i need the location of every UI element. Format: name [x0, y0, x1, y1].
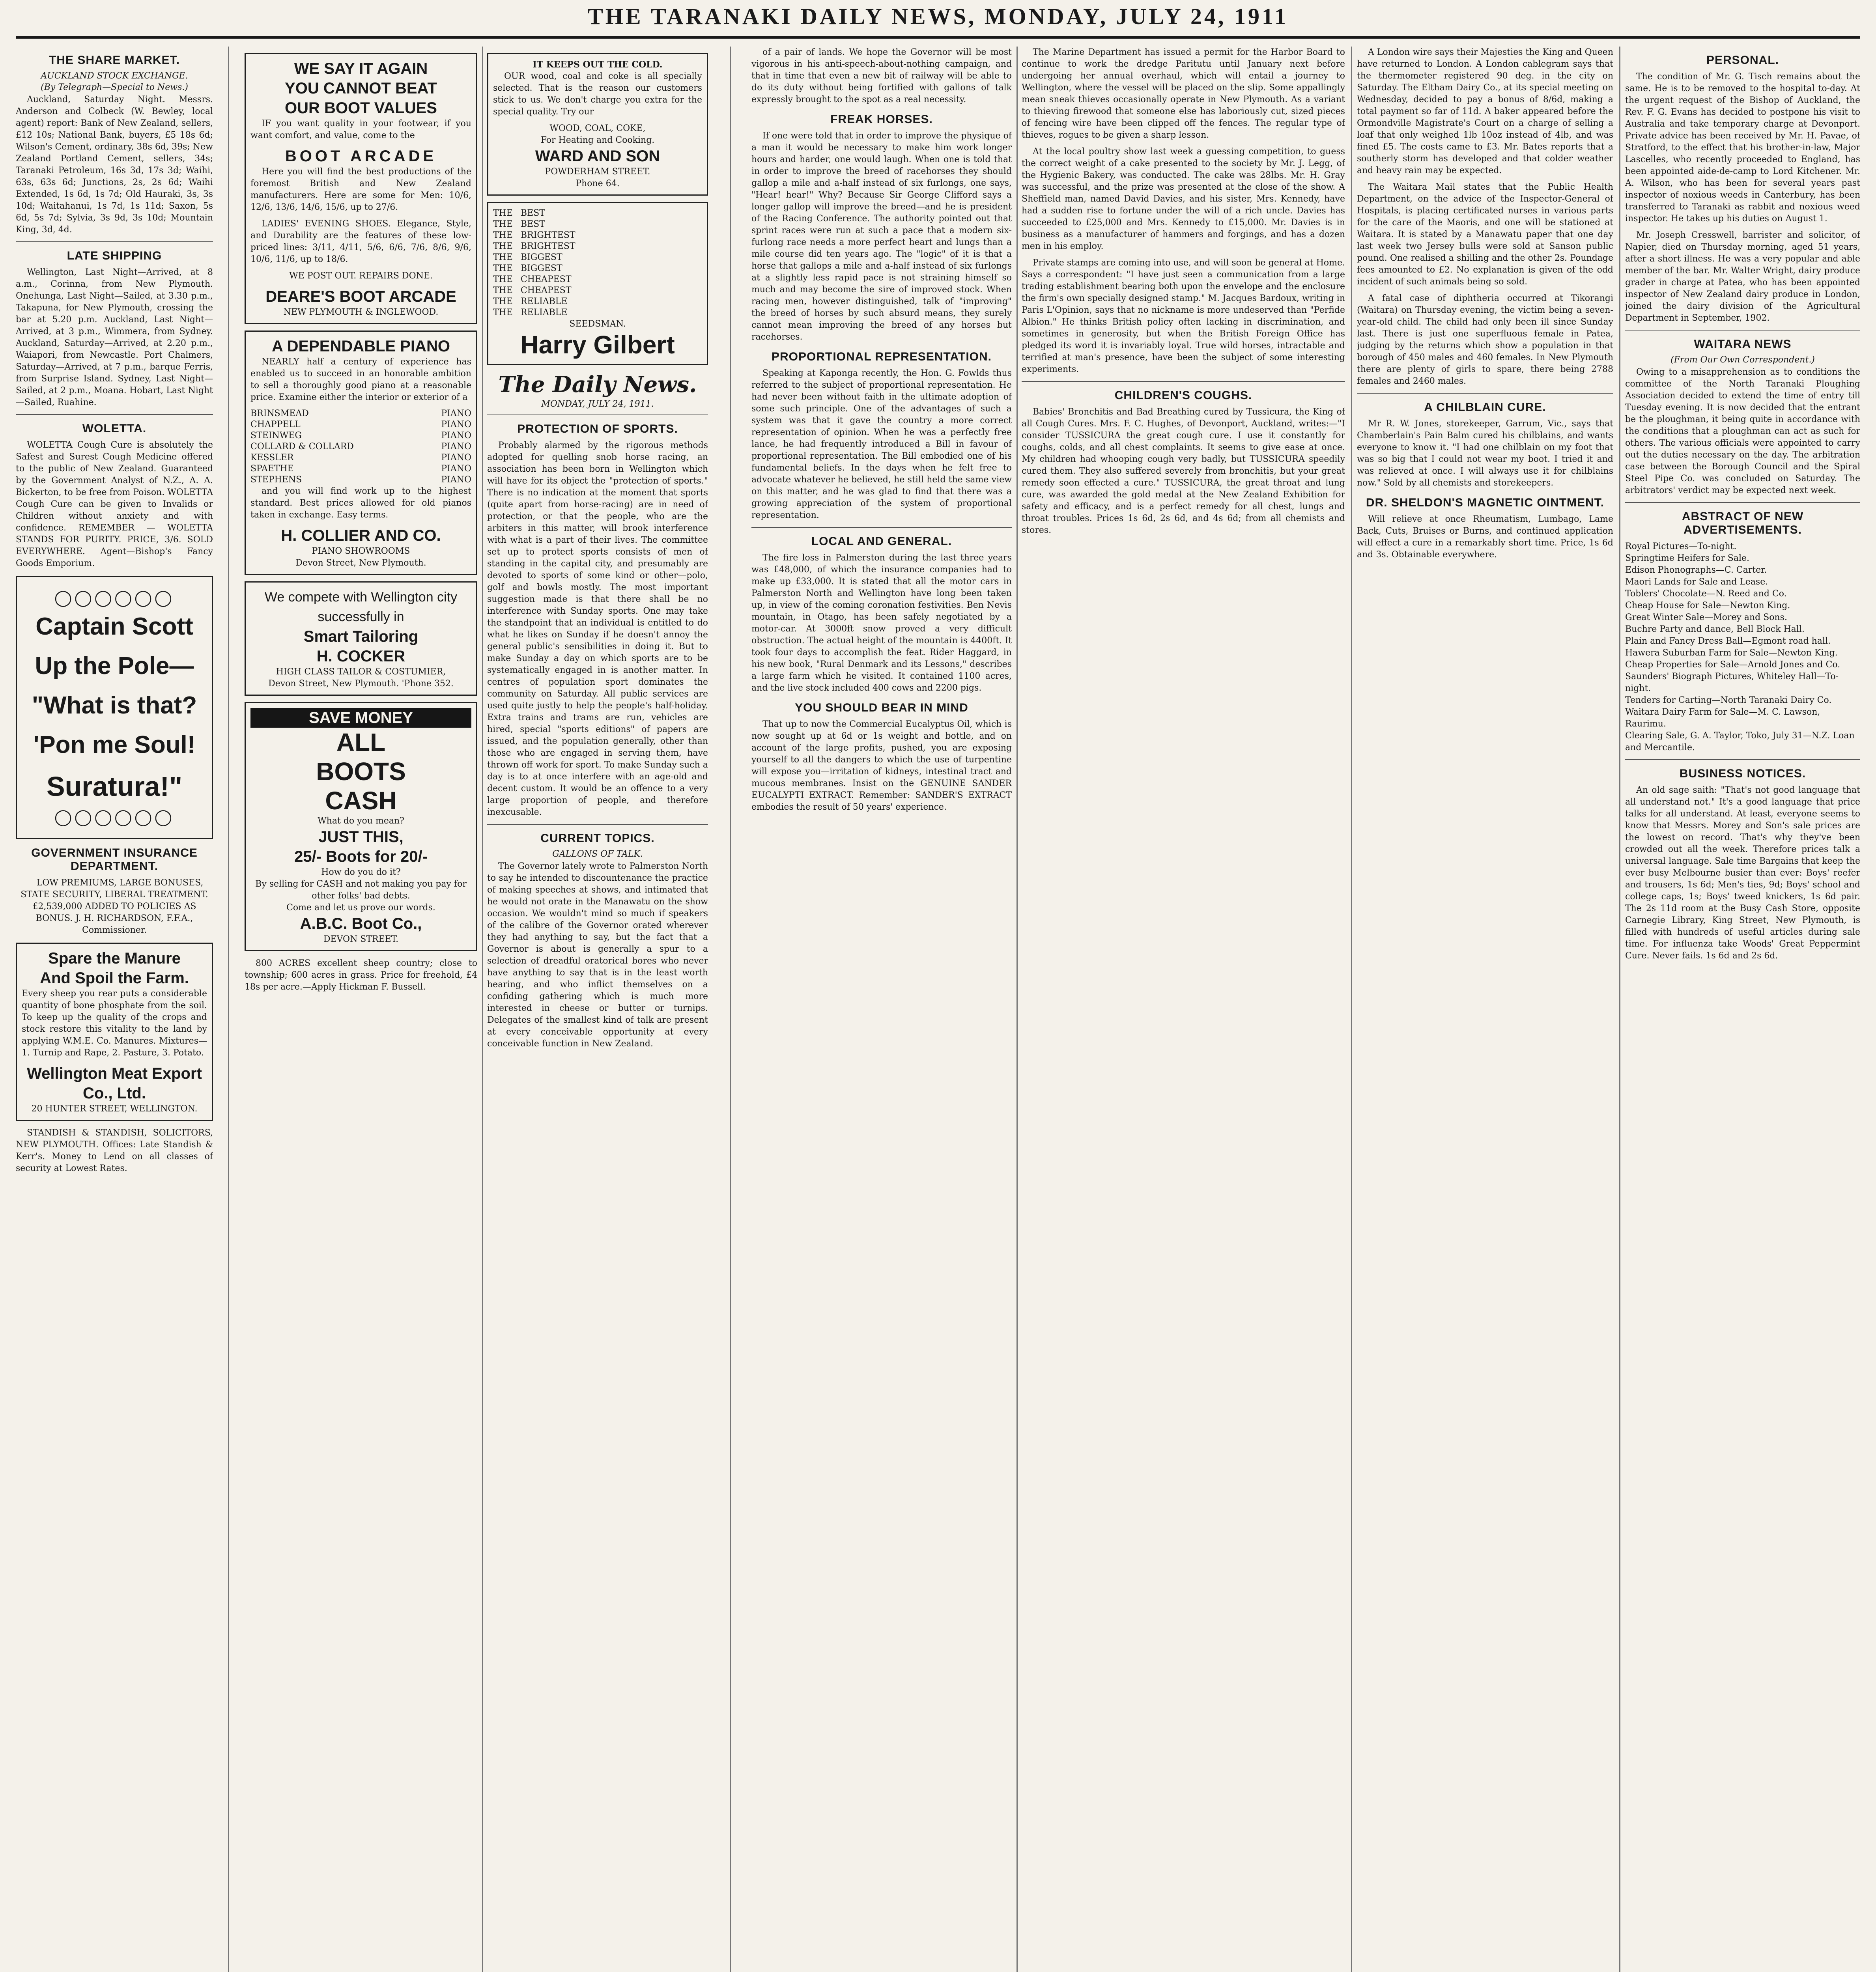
share-report: Auckland, Saturday Night. Messrs. Anderson and Colbeck (W. Bewley, local agent) report: Bank of New Zealand, sellers, £12 10s; National Bank, buyers, £5 18s 6d; Wilson's Cement, ordinary, 38s 6d, 39s; New Zealand Portland Cement, sellers, 34s; Taranaki Petroleum, 16s 3d, 17s 3d; Waihi, 63s, 63s 6d; Junctions, 2s, 2s 6d; Waihi Extended, 1s 6d, 1s 7d; Old Hauraki, 3s, 3s 10d; Waitahanui, 1s 7d, 1s 11d; Saxon, 5s 6d, 5s 7d; Sylvia, 3s 9d, 3s 10d; Mountain King, 3d, 4d.	[16, 95, 213, 235]
personal-text: The condition of Mr. G. Tisch remains about the same. He is to be removed to the hospital to-day. At the urgent request of the Bishop of Auckland, the Rev. F. G. Evans has decided to postpone his visit to Australia and take temporary charge at Devonport. Private advice has been received by Mr. H. Pavae, of Stratford, to the effect that his brother-in-law, Major Lascelles, who recently proceeded to England, has been appointed aide-de-camp to Lord Kitchener. Mr. A. Wilson, who has been for several years past inspector of noxious weeds in Canterbury, has been transferred to Taranaki as rabbit and noxious weed inspector. He takes up his duties on August 1.	[1625, 72, 1860, 224]
column-rule	[228, 47, 229, 1972]
abstract-item: Plain and Fancy Dress Ball—Egmont road hall.	[1625, 636, 1831, 646]
piano-make: KESSLER	[250, 453, 294, 463]
abstract-item: Springtime Heifers for Sale.	[1625, 553, 1750, 563]
tailoring-ad	[245, 581, 477, 696]
masthead: THE TARANAKI DAILY NEWS, MONDAY, JULY 24, 1911	[588, 4, 1288, 29]
piano-row	[250, 430, 471, 441]
best-word: BRIGHTEST	[520, 230, 576, 240]
wme-title: Wellington Meat Export Co., Ltd.	[27, 1065, 202, 1102]
piano-title: A DEPENDABLE PIANO	[272, 338, 450, 355]
ladies-shoes: LADIES' EVENING SHOES. Elegance, Style, and Durability are the features of these low-priced lines: 3/11, 4/11, 5/6, 6/6, 7/6, 8/6, 9/6, 10/6, 11/6, up to 18/6.	[250, 219, 471, 264]
compete-text: We compete with Wellington city successfully in	[264, 590, 458, 624]
piano-label: PIANO	[441, 409, 471, 418]
news-paragraph: A London wire says their Majesties the King and Queen have returned to London. A London cablegram says that the thermometer registered 90 deg. in the city on Saturday. The Eltham Dairy Co., at its special meeting on Wednesday, decided to pay a bonus of 8/6d, making a total payment so far of 11d. A baker appeared before the Ormondville Magistrate's Court on a charge of selling a loaf that only weighed 1lb 10oz instead of 4lb, and was fined £5. The costs came to £3. Mr. Bates reports that a southerly storm has developed and that colder weather and heavy rain may be expected.	[1357, 47, 1613, 176]
standish-ad: STANDISH & STANDISH, SOLICITORS, NEW PLYMOUTH. Offices: Late Standish & Kerr's. Money to Lend on all classes of security at Lowest Rates.	[16, 1128, 213, 1173]
waitara-heading: WAITARA NEWS	[1694, 338, 1792, 351]
business-heading: BUSINESS NOTICES.	[1679, 767, 1806, 780]
proportional-heading: PROPORTIONAL REPRESENTATION.	[771, 350, 992, 363]
what-text: What do you mean?	[318, 816, 404, 826]
piano-row	[250, 408, 471, 419]
column-4	[751, 47, 1012, 1972]
cocker-address: Devon Street, New Plymouth. 'Phone 352.	[268, 679, 454, 689]
divider	[1357, 393, 1613, 394]
column-rule	[730, 47, 731, 1972]
divider	[16, 241, 213, 242]
column-rule	[1619, 47, 1620, 1972]
ad-headline: YOU CANNOT BEAT	[285, 80, 437, 97]
abstract-item: Cheap Properties for Sale—Arnold Jones and Co.	[1625, 660, 1840, 670]
just-this: JUST THIS,	[318, 828, 404, 846]
best-list	[493, 208, 702, 318]
share-market-heading: THE SHARE MARKET.	[49, 54, 180, 67]
personal-text-2: Mr. Joseph Cresswell, barrister and solicitor, of Napier, died on Thursday morning, aged 51 years, after a short illness. He was a very popular and able member of the bar. Mr. Walter Wright, dairy produce grader in charge at Patea, who has been appointed inspector of New Zealand dairy produce in London, joined the dairy division of the Agricultural Department in September, 1902.	[1625, 230, 1860, 323]
best-row	[493, 285, 702, 296]
sanders-heading: YOU SHOULD BEAR IN MIND	[795, 701, 968, 714]
manure-title-2: And Spoil the Farm.	[40, 969, 189, 987]
the-word: THE	[493, 208, 513, 218]
freak-horses-text: If one were told that in order to improve the physique of a man it would be necessary to make him work longer hours and harder, one would laugh. When one is told that in order to improve the breed of racehorses they should gallop a mile and a-half instead of six furlongs, one says, "Hear! hear!" Why? Because Sir George Clifford says a longer gallop will improve the breed—and he is president of the Racing Conference. The authority pointed out that sprint races were run at such a pace that a modern six-furlong race needs a more perfect heart and lungs than a mile course did ten years ago. The "logic" of it is that a horse that gallops a mile and a-half instead of six furlongs at a slightly less rapid pace is not straining himself so much and may become the sire of improved stock. When racing men, however distinguished, talk of "improving" the breed of horses by such absurd means, they surely cannot mean improving the breed of any horses but racehorses.	[751, 131, 1012, 342]
children-coughs-heading: CHILDREN'S COUGHS.	[1114, 389, 1252, 402]
best-row	[493, 252, 702, 263]
piano-label: PIANO	[441, 442, 471, 452]
best-row	[493, 274, 702, 285]
collier-address: Devon Street, New Plymouth.	[295, 558, 426, 568]
manure-title: Spare the Manure	[48, 950, 181, 967]
abstract-list	[1625, 541, 1860, 754]
column-7	[1625, 47, 1860, 1972]
topics-heading: CURRENT TOPICS.	[540, 832, 655, 845]
collier-sub: PIANO SHOWROOMS	[312, 546, 410, 556]
govt-insurance-heading: GOVERNMENT INSURANCE DEPARTMENT.	[31, 846, 198, 873]
piano-list	[250, 408, 471, 486]
piano-label: PIANO	[441, 475, 471, 485]
sanders-text: That up to now the Commercial Eucalyptus Oil, which is now sought up at 6d or 1s weight and bottle, and on account of the large profits, pushed, you are exposing yourself to all the dangers to which the use of turpentine will expose you—irritation of kidneys, intestinal tract and mucous membranes. Insist on the GENUINE SANDER EUCALYPTI EXTRACT. Remember: SANDER'S EXTRACT embodies the result of 50 years' experience.	[751, 719, 1012, 812]
smart-tailoring: Smart Tailoring	[303, 628, 419, 645]
abstract-item: Buchre Party and dance, Bell Block Hall.	[1625, 624, 1805, 634]
personal-heading: PERSONAL.	[1706, 54, 1779, 67]
shipping-report: Wellington, Last Night—Arrived, at 8 a.m., Corinna, from New Plymouth. Onehunga, Last Night—Sailed, at 3.30 p.m., Takapuna, for New Plymouth, crossing the bar at 5.20 p.m. Auckland, Last Night—Arrived, at 3 p.m., Wimmera, from Sydney. Auckland, Saturday—Arrived, at 2.20 p.m., Waiapori, from Newcastle. Port Chalmers, Saturday—Arrived, at 7 p.m., barque Ferris, from Surprise Island. Sydney, Last Night—Sailed, at 2 p.m., Moana. Hobart, Last Night—Sailed, Ruahine.	[16, 267, 213, 407]
scott-line: "What is that?	[32, 692, 197, 719]
scott-line: Captain Scott	[36, 613, 193, 640]
scott-line: Suratura!"	[46, 771, 183, 802]
waitara-subheading: (From Our Own Correspondent.)	[1670, 355, 1815, 365]
cash-word: CASH	[325, 786, 397, 815]
acres-ad: 800 ACRES excellent sheep country; close to township; 600 acres in grass. Price for freehold, £4 18s per acre.—Apply Hickman F. Bussell.	[245, 958, 477, 992]
boot-arcade-title: BOOT ARCADE	[285, 148, 437, 165]
topics-subheading: GALLONS OF TALK.	[552, 849, 643, 859]
divider	[751, 527, 1012, 528]
chilblain-text: Mr R. W. Jones, storekeeper, Garrum, Vic., says that Chamberlain's Pain Balm cured his chilblains, and wants everyone to know it. "I had one chilblain on my foot that was so big that I could not wear my boot. I tried it and was relieved at once. I will always use it for chilblains now." Sold by all chemists and storekeepers.	[1357, 419, 1613, 488]
masthead-rule	[16, 36, 1860, 39]
best-row	[493, 307, 702, 318]
piano-ad	[245, 331, 477, 575]
column-rule	[1351, 47, 1352, 1972]
piano-make: CHAPPELL	[250, 420, 301, 430]
piano-make: STEPHENS	[250, 475, 302, 485]
best-word: RELIABLE	[520, 297, 568, 306]
best-word: CHEAPEST	[520, 286, 572, 295]
abstract-item: Saunders' Biograph Pictures, Whiteley Hall—To-night.	[1625, 672, 1839, 693]
boot-text: IF you want quality in your footwear, if you want comfort, and value, come to the	[250, 119, 471, 140]
divider	[1625, 502, 1860, 503]
the-word: THE	[493, 286, 513, 295]
abstract-item: Hawera Suburban Farm for Sale—Newton King.	[1625, 648, 1838, 658]
abstract-item: Toblers' Chocolate—N. Reed and Co.	[1625, 589, 1787, 599]
divider	[1022, 381, 1345, 382]
topics-text: The Governor lately wrote to Palmerston North to say he intended to discountenance the practice of making speeches at shows, and intimated that he would not orate in the Manawatu on the show occasion. We wouldn't mind so much if speakers of the calibre of the Governor orated wherever they had anything to say, but the fact that a Governor is about is generally a spur to a selection of dreadful oratorical bores who never have anything to say that is in the least worth hearing, and who inflict themselves on a confiding gathering which is much more interested in cheese or butter or turnips. Delegates of the smallest kind of talk are present at every conceivable opportunity at every conceivable function in New Zealand.	[487, 861, 708, 1049]
woletta-ad: WOLETTA Cough Cure is absolutely the Safest and Surest Cough Medicine offered to the public of New Zealand. Guaranteed by the Government Analyst of N.Z., A. A. Bickerton, to be free from Poison. WOLETTA Cough Cure can be given to Invalids or Children without anxiety and with confidence. REMEMBER — WOLETTA STANDS FOR PURITY. PRICE, 3/6. SOLD EVERYWHERE. Agent—Bishop's Fancy Goods Emporium.	[16, 440, 213, 568]
selling-text: By selling for CASH and not making you pay for other folks' bad debts.	[255, 879, 467, 901]
cocker-sub: HIGH CLASS TAILOR & COSTUMIER,	[276, 667, 446, 677]
best-word: CHEAPEST	[520, 275, 572, 284]
column-3	[487, 47, 708, 1972]
ward-coal-ad	[487, 53, 708, 196]
abstract-heading: ABSTRACT OF NEW ADVERTISEMENTS.	[1682, 510, 1804, 536]
woletta-heading: WOLETTA.	[82, 422, 147, 435]
abc-name: A.B.C. Boot Co.,	[300, 915, 422, 932]
news-paragraph: The Waitara Mail states that the Public Health Department, on the advice of the Inspector-General of Hospitals, is placing certificated nurses in various parts for the care of the Maoris, and one will be stationed at Waitara. It is stated by a Manawatu paper that one day last week two Jersey bulls were sold at Sanson public pound. One realised a shilling and the other 2s. Poundage fees amounted to £2. No explanation is given of the odd incident of such animals being so sold.	[1357, 182, 1613, 287]
proportional-text: Speaking at Kaponga recently, the Hon. G. Fowlds thus referred to the subject of proportional representation. He had never been without faith in the ultimate adoption of some such principle. One of the advantages of such a system was that it gave the country a more correct representation of opinion. When he was a perfectly free lance, he had frequently introduced a Bill in favour of proportional representation. The Bill embodied one of his fundamental beliefs. In the days when he felt free to advocate whatever he believed, he still held the same view on this matter, and he was glad to find that there was a growing appreciation of the system of proportional representation.	[751, 368, 1012, 520]
harry-gilbert: Harry Gilbert	[520, 331, 675, 359]
news-paragraph: At the local poultry show last week a guessing competition, to guess the correct weight of a cake presented to the society by Mr. J. Legg, of the Hygienic Bakery, was conducted. The cake was 28lbs. Mr. H. Gray was successful, and the prize was presented at the close of the show. A Sheffield man, named David Davies, and his sister, Mrs. Kennedy, have had a sudden rise to fortune under the will of a rich uncle. Davies has succeeded to £25,000 and Mrs. Kennedy to £15,000. Mr. Davies is in business as a manufacturer of hammers and forgings, and has a dozen men in his employ.	[1022, 147, 1345, 251]
govt-insurance-text: LOW PREMIUMS, LARGE BONUSES, STATE SECURITY, LIBERAL TREATMENT. £2,539,000 ADDED TO POLICIES AS BONUS. J. H. RICHARDSON, F.F.A., Commissioner.	[21, 878, 208, 935]
piano-row	[250, 463, 471, 474]
piano-row	[250, 419, 471, 430]
divider	[487, 824, 708, 825]
divider	[1625, 759, 1860, 760]
best-row	[493, 219, 702, 230]
the-word: THE	[493, 230, 513, 240]
news-paragraph: The Marine Department has issued a permit for the Harbor Board to continue to work the dredge Paritutu until January next before undergoing her annual overhaul, which will entail a journey to Wellington, where the vessel will be placed on the slip. Some appallingly mean sneak thieves occasionally operate in New Plymouth. As a variant to thieving firewood that someone else has laboriously cut, sized pieces of fencing wire have been clipped off the fences. The regular type of thieves, rogues to be given a sharp lesson.	[1022, 47, 1345, 140]
stock-exchange-subheading: AUCKLAND STOCK EXCHANGE.	[41, 71, 188, 81]
piano-row	[250, 452, 471, 463]
captain-scott-ad	[16, 576, 213, 839]
piano-label: PIANO	[441, 453, 471, 463]
piano-make: STEINWEG	[250, 431, 302, 441]
deare-title: DEARE'S BOOT ARCADE	[265, 288, 456, 305]
abstract-item: Waitara Dairy Farm for Sale—M. C. Lawson, Raurimu.	[1625, 707, 1820, 729]
abstract-item: Tenders for Carting—North Taranaki Dairy Co.	[1625, 695, 1832, 705]
collier-title: H. COLLIER AND CO.	[281, 527, 441, 544]
wood-coal-coke: WOOD, COAL, COKE,	[549, 123, 646, 133]
best-word: BEST	[520, 219, 545, 229]
the-word: THE	[493, 297, 513, 306]
column-5	[1022, 47, 1345, 1972]
column-6	[1357, 47, 1613, 1972]
the-word: THE	[493, 275, 513, 284]
children-coughs-text: Babies' Bronchitis and Bad Breathing cured by Tussicura, the King of all Cough Cures. Mrs. F. C. Hughes, of Devonport, Auckland, writes:—"I consider TUSSICURA the great cough cure. I use it constantly for coughs, colds, and all chest complaints. It seems to give ease at once. My children had whooping cough very badly, but TUSSICURA speedily cured them. They also suffered severely from bronchitis, but your great remedy soon effected a cure." TUSSICURA, the great throat and lung cure, was awarded the gold medal at the New Zealand Exhibition for safety and efficacy, and is a perfect remedy for all chest, lungs and throat troubles. Prices 1s 6d, 2s 6d, and 4s 6d; from all chemists and stores.	[1022, 407, 1345, 535]
the-word: THE	[493, 263, 513, 273]
ward-phone: Phone 64.	[576, 179, 620, 189]
manure-ad	[16, 943, 213, 1121]
comeand-text: Come and let us prove our words.	[286, 903, 435, 913]
abstract-item: Edison Phonographs—C. Carter.	[1625, 565, 1767, 575]
piano-label: PIANO	[441, 420, 471, 430]
best-row	[493, 241, 702, 252]
price-offer: 25/- Boots for 20/-	[294, 848, 428, 865]
the-word: THE	[493, 308, 513, 317]
abstract-item: Cheap House for Sale—Newton King.	[1625, 601, 1790, 611]
column-1	[16, 47, 213, 1972]
abc-boot-ad	[245, 702, 477, 951]
best-word: BRIGHTEST	[520, 241, 576, 251]
best-row	[493, 263, 702, 274]
piano-row	[250, 474, 471, 486]
best-row	[493, 296, 702, 307]
abstract-item: Great Winter Sale—Morey and Sons.	[1625, 613, 1787, 622]
freak-horses-heading: FREAK HORSES.	[830, 113, 933, 126]
piano-make: COLLARD & COLLARD	[250, 442, 354, 452]
manure-text: Every sheep you rear puts a considerable quantity of bone phosphate from the soil. To keep up the quality of the crops and stock restore this vitality to the land by applying W.M.E. Co. Manures. Mixtures—1. Turnip and Rape, 2. Pasture, 3. Potato.	[22, 989, 207, 1058]
divider	[16, 414, 213, 415]
ad-headline: OUR BOOT VALUES	[285, 99, 437, 117]
best-row	[493, 208, 702, 219]
the-word: THE	[493, 252, 513, 262]
editorial-text: Probably alarmed by the rigorous methods adopted for quelling snob horse racing, an association has been born in Wellington which will have for its object the "protection of sports." There is no indication at the moment that sports (quite apart from horse-racing) are in need of protection, or that the people, who are the arbiters in this matter, will brook interference with what is a part of their lives. The committee set up to protect sports consists of men of standing in the capital city, and presumably are devoted to sports of some kind or other—polo, golf and bowls mostly. The most important suggestion made is that there shall be no interference with Sunday sports. One may take the standpoint that an individual is entitled to do what he likes on Sunday if he doesn't annoy the general public's sensibilities in doing it. But to make Sunday a day on which sports are to be systematically engaged in is another matter. In centres of population sport dominates the community on Saturday. All public services are used quite justly to help the people's half-holiday. Extra trains and trams are run, vehicles are hired, special "sports editions" of papers are issued, and the population generally, other than those who are engaged in serving them, have thrown off work for sport. To make Sunday such a day is to at once interfere with an age-old and decent custom. It would be an offence to a very large proportion of people, and therefore inexcusable.	[487, 441, 708, 817]
editorial-date: MONDAY, JULY 24, 1911.	[541, 399, 654, 409]
column-rule	[482, 47, 483, 1972]
column-2	[245, 47, 477, 1972]
piano-row	[250, 441, 471, 452]
column-rule	[1016, 47, 1018, 1972]
boots-word: BOOTS	[316, 757, 406, 786]
local-text: The fire loss in Palmerston during the last three years was £48,000, of which the insurance companies had to make up £33,000. It is stated that all the motor cars in Palmerston North and Wellington have long been taken up, in view of the coming coronation festivities. Ben Nevis mountain, in Otago, has been safely negotiated by a motor-car. At 3000ft snow proved a very difficult obstruction. The actual height of the mountain is 4400ft. It took four days to accomplish the feat. Rider Haggard, in his new book, "Rural Denmark and its Lessons," describes a large farm which he visited. It contained 1100 acres, and the live stock included 400 cows and 2200 pigs.	[751, 553, 1012, 693]
waitara-text: Owing to a misapprehension as to conditions the committee of the North Taranaki Ploughing Association decided to extend the time of entry till Tuesday evening. It is now decided that the entrant be the ploughman, it being quite in accordance with the conditions that a ploughman can act as such for others. The various officials were appointed to carry out the duties necessary on the day. The arbitration case between the Borough Council and the Spiral Steel Pipe Co. was concluded on Saturday. The arbitrators' verdict may be expected next week.	[1625, 367, 1860, 495]
piano-label: PIANO	[441, 464, 471, 474]
cocker-name: H. COCKER	[316, 648, 405, 665]
business-text: An old sage saith: "That's not good language that all understand not." It's a good language that price talks for all understand. At least, everyone seems to know that Messrs. Morey and Son's sale prices are the lowest on record. That's why they've been crowded out all the week. Therefore prices talk a universal language. Sale time Bargains that keep the ever busy Melbourne busier than ever: Boys' reefer and trousers, 1s 6d; Men's ties, 9d; Boys' school and college caps, 1s; Boys' tweed knickers, 1s 6d pair. The 2s 11d room at the Busy Cash Store, opposite Carnegie Library, King Street, New Plymouth, is filled with hundreds of useful articles during sale time. For influenza take Woods' Great Peppermint Cure. Never fails. 1s 6d and 2s 6d.	[1625, 785, 1860, 961]
topics-continued: of a pair of lands. We hope the Governor will be most vigorous in his anti-speech-about-nothing campaign, and that in time that even a new bit of railway will be able to do its duty without being fortified with gallons of talk expressly brought to the spot as a real necessity.	[751, 47, 1012, 105]
piano-label: PIANO	[441, 431, 471, 441]
boot-text-2: Here you will find the best productions of the foremost British and New Zealand manufacturers. Here are some for Men: 10/6, 12/6, 13/6, 14/6, 15/6, up to 27/6.	[250, 167, 471, 212]
repairs-note: WE POST OUT. REPAIRS DONE.	[289, 271, 433, 281]
heating-text: For Heating and Cooking.	[540, 135, 655, 145]
best-word: BEST	[520, 208, 545, 218]
ad-ornament: ◯◯◯◯◯◯	[54, 808, 175, 826]
sheldon-text: Will relieve at once Rheumatism, Lumbago, Lame Back, Cuts, Bruises or Burns, and continued application will effect a cure in a remarkably short time. Price, 1s 6d and 3s. Obtainable everywhere.	[1357, 514, 1613, 560]
abstract-item: Royal Pictures—To-night.	[1625, 542, 1737, 551]
coal-text: OUR wood, coal and coke is all specially selected. That is the reason our customers stick to us. We don't charge you extra for the special quality. Try our	[493, 71, 702, 117]
best-word: BIGGEST	[520, 263, 562, 273]
deare-address: NEW PLYMOUTH & INGLEWOOD.	[283, 307, 439, 317]
best-word: RELIABLE	[520, 308, 568, 317]
the-word: THE	[493, 219, 513, 229]
piano-text: NEARLY half a century of experience has enabled us to succeed in an honorable ambition to sell a thoroughly good piano at a reasonable price. Examine either the interior or exterior of a	[250, 357, 471, 402]
ad-headline: WE SAY IT AGAIN	[294, 60, 428, 77]
best-row	[493, 230, 702, 241]
editorial-heading: PROTECTION OF SPORTS.	[517, 422, 678, 435]
best-word: BIGGEST	[520, 252, 562, 262]
abstract-item: Maori Lands for Sale and Lease.	[1625, 577, 1768, 587]
news-paragraph: Private stamps are coming into use, and will soon be general at Home. Says a correspondent: "I have just seen a communication from a large trading establishment bearing both upon the envelope and the enclosure the firm's own specially designed stamp." M. Jacques Bardoux, writing in Paris L'Opinion, says that no nickname is more undeserved than "Perfide Albion." He thinks British policy often lacking in discrimination, and sometimes in generosity, but when the British Foreign Office has pledged its word it is invariably loyal. True wild horses, intractable and terrified at man's presence, have been the subject of some interesting experiments.	[1022, 258, 1345, 374]
gilbert-seed-ad	[487, 202, 708, 365]
piano-make: BRINSMEAD	[250, 409, 309, 418]
news-paragraph: A fatal case of diphtheria occurred at Tikorangi (Waitara) on Thursday evening, the victim being a seven-year-old child. The child had only been ill since Sunday last. There is just one superfluous female in Patea, judging by the returns which show a population in that borough of 450 males and 460 females. In New Plymouth there are plenty of girls to spare, there being 2788 females and 2460 males.	[1357, 293, 1613, 386]
howdo-text: How do you do it?	[321, 867, 401, 877]
ward-street: POWDERHAM STREET.	[545, 167, 650, 177]
byline: (By Telegraph—Special to News.)	[41, 82, 188, 92]
the-word: THE	[493, 241, 513, 251]
paper-nameplate: The Daily News.	[498, 372, 697, 398]
ad-ornament: ◯◯◯◯◯◯	[54, 589, 175, 607]
divider	[1625, 330, 1860, 331]
abstract-item: Clearing Sale, G. A. Taylor, Toko, July 31—N.Z. Loan and Mercantile.	[1625, 731, 1855, 753]
ward-name: WARD AND SON	[535, 148, 660, 165]
save-money-banner: SAVE MONEY	[250, 708, 471, 728]
piano-make: SPAETHE	[250, 464, 294, 474]
scott-line: Up the Pole—	[35, 652, 194, 680]
scott-line: 'Pon me Soul!	[33, 731, 196, 758]
local-heading: LOCAL AND GENERAL.	[811, 535, 952, 548]
shipping-heading: LATE SHIPPING	[67, 249, 162, 262]
keeps-cold: IT KEEPS OUT THE COLD.	[533, 60, 663, 70]
boot-arcade-ad	[245, 53, 477, 324]
piano-text-2: and you will find work up to the highest standard. Best prices allowed for old pianos taken in exchange. Easy terms.	[250, 486, 471, 520]
sheldon-heading: DR. SHELDON'S MAGNETIC OINTMENT.	[1366, 496, 1605, 509]
abc-address: DEVON STREET.	[323, 934, 399, 944]
wme-address: 20 HUNTER STREET, WELLINGTON.	[31, 1104, 198, 1114]
chilblain-heading: A CHILBLAIN CURE.	[1424, 401, 1546, 414]
seedsman: SEEDSMAN.	[569, 319, 626, 329]
all-word: ALL	[336, 728, 386, 756]
